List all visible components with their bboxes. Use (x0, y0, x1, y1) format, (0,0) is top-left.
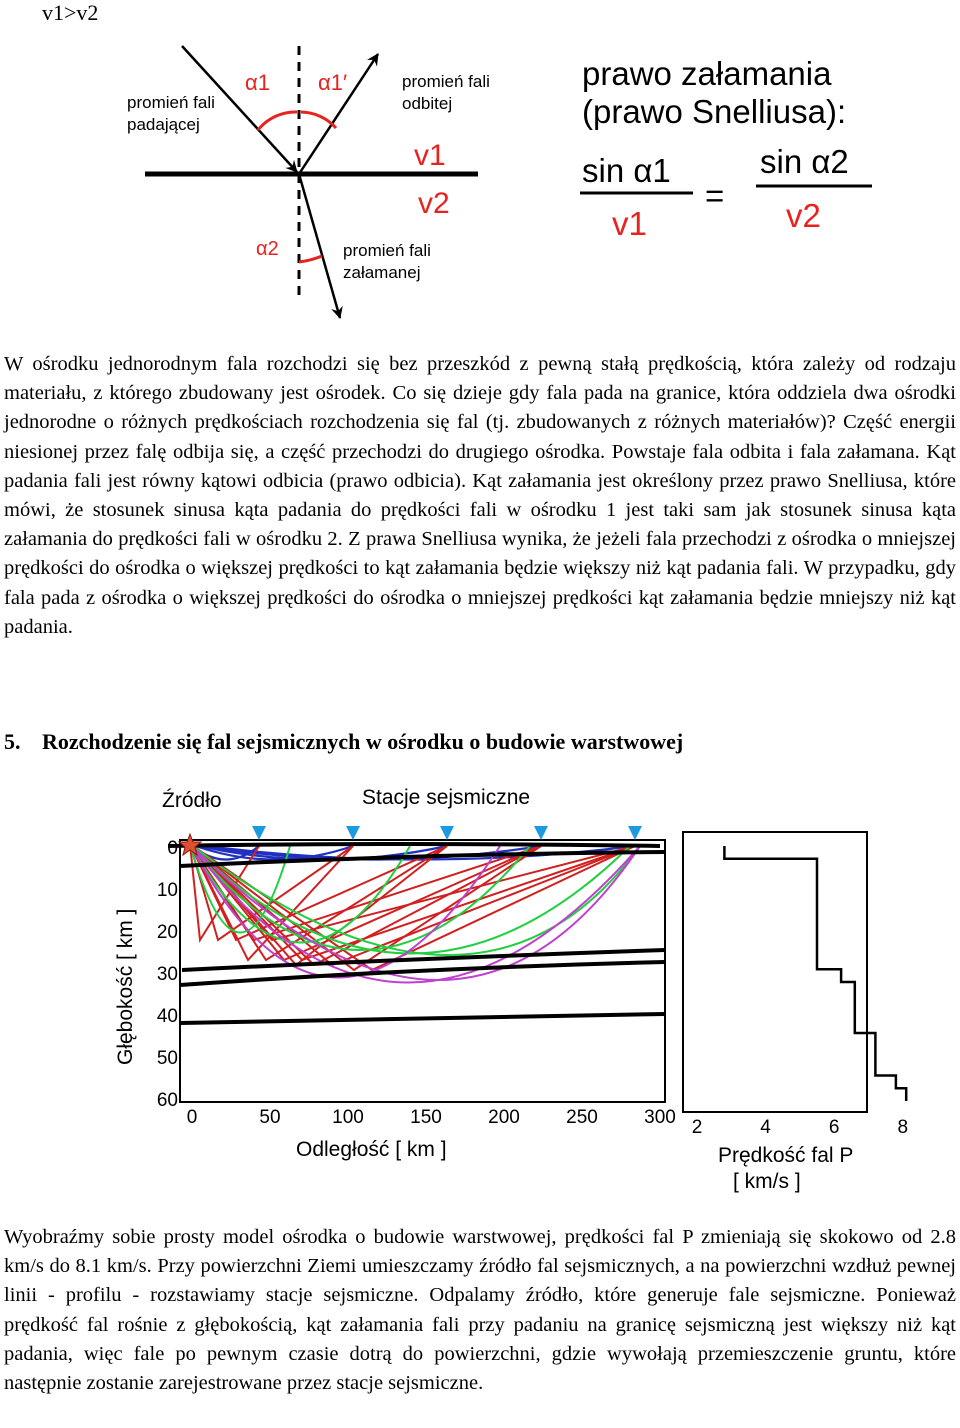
rhs-denominator: v2 (786, 197, 821, 234)
refracted-label-line1: promień fali (343, 241, 431, 260)
section-heading (4, 727, 683, 757)
paragraph-1: W ośrodku jednorodnym fala rozchodzi się bez przeszkód z pewną stałą prędkością, która zależy od rodzaju materiału, z którego zbudowany jest ośrodek. Co się dzieje gdy fala pada na granice, która oddziela dwa ośrodki jednorodne o różnych prędkościach rozchodzenia się fal (tj. zbudowanych z różnych materiałów)? Część energii niesionej przez falę odbija się, a część przechodzi do drugiego ośrodka. Powstaje fala odbita i fala załamana. Kąt padania fali jest równy kątowi odbicia (prawo odbicia). Kąt załamania jest określony przez prawo Snelliusa, które mówi, że stosunek sinusa kąta padania do prędkości fali w ośrodku 1 jest taki sam jak stosunek sinusa kąta załamania do prędkości fali w ośrodku 2. Z prawa Snelliusa wynika, że jeżeli fala przechodzi z ośrodka o mniejszej prędkości do ośrodka o większej prędkości to kąt załamania będzie większy niż kąt padania fali. W przypadku, gdy fala pada z ośrodka o większej prędkości do ośrodka o mniejszej prędkości kąt załamania będzie mniejszy niż kąt padania. (4, 353, 956, 638)
depth-tick-label: 60 (156, 1090, 178, 1111)
distance-ticks (187, 1107, 676, 1128)
source-label: Źródło (162, 789, 222, 812)
seismic-stations (252, 826, 642, 840)
distance-tick-label: 0 (186, 1107, 198, 1128)
distance-tick-label: 300 (644, 1107, 676, 1128)
velocity-profile-line (724, 846, 906, 1101)
station-marker (440, 826, 454, 840)
station-marker (628, 826, 642, 840)
velocity-axis-label-line2: [ km/s ] (733, 1170, 801, 1193)
incident-label-line2: padającej (127, 115, 200, 134)
y-axis-label: Głębokość [ km ] (114, 908, 137, 1065)
depth-tick-label: 50 (156, 1048, 178, 1069)
ray-paths (190, 844, 640, 983)
station-marker (346, 826, 360, 840)
depth-tick-label: 30 (156, 964, 178, 985)
alpha1-prime-label: α1′ (318, 70, 348, 95)
lhs-numerator: sin α1 (582, 152, 671, 189)
x-axis-label: Odległość [ km ] (296, 1138, 447, 1161)
reflected-label-line2: odbitej (402, 94, 453, 113)
stations-label: Stacje sejsmiczne (362, 786, 531, 809)
velocity-ticks (692, 1117, 908, 1138)
v2-label: v2 (418, 187, 450, 220)
velocity-frame (683, 832, 867, 1112)
paragraph-2: Wyobraźmy sobie prosty model ośrodka o budowie warstwowej, prędkości fal P zmieniają się skokowo od 2.8 km/s do 8.1 km/s. Przy powierzchni Ziemi umieszczamy źródło fal sejsmicznych, a na powierzchni wzdłuż pewnej linii - profilu - rozstawiamy stacje sejsmiczne. Odpalamy źródło, które generuje fale sejsmiczne. Ponieważ prędkość fal rośnie z głębokością, kąt załamania fali przy padaniu na granicę sejsmiczną jest większy niż kąt padania, więc fale po pewnym czasie dotrą do powierzchni, gdzie wywołają przemieszczenie gruntu, które następnie zostanie zarejestrowane przez stacje sejsmiczne. (4, 1226, 956, 1395)
incident-label-line1: promień fali (127, 93, 215, 112)
velocity-tick-label: 6 (828, 1117, 840, 1138)
refracted-ray (299, 174, 340, 318)
section-title: Rozchodzenie się fal sejsmicznych w ośrodku o budowie warstwowej (42, 729, 684, 754)
section-number: 5. (4, 729, 21, 754)
velocity-tick-label: 2 (691, 1117, 703, 1138)
alpha1-arc (258, 112, 297, 130)
velocity-axis-label-line1: Prędkość fal P (718, 1144, 854, 1167)
snell-law-figure (0, 30, 960, 330)
velocity-tick-label: 4 (760, 1117, 771, 1138)
law-title-line1: prawo załamania (582, 55, 832, 92)
top-label: v1>v2 (42, 0, 99, 25)
v1-label: v1 (414, 139, 446, 172)
refracted-label-line2: załamanej (343, 263, 421, 282)
depth-tick-label: 20 (156, 922, 178, 943)
depth-tick-label: 0 (167, 838, 178, 859)
equals-sign: = (705, 177, 725, 214)
lhs-denominator: v1 (612, 205, 647, 242)
law-title-line2: (prawo Snelliusa): (582, 93, 847, 130)
distance-tick-label: 100 (332, 1107, 364, 1128)
distance-tick-label: 200 (488, 1107, 520, 1128)
layered-medium-figure (0, 770, 960, 1210)
station-marker (534, 826, 548, 840)
depth-ticks (157, 838, 178, 1111)
alpha2-label: α2 (256, 238, 279, 260)
rhs-numerator: sin α2 (760, 143, 849, 180)
station-marker (252, 826, 266, 840)
velocity-tick-label: 8 (897, 1117, 909, 1138)
surface-boundary (168, 844, 660, 846)
layer-boundary-4 (180, 1014, 665, 1023)
alpha2-arc (299, 256, 322, 262)
distance-tick-label: 250 (566, 1107, 598, 1128)
distance-tick-label: 150 (410, 1107, 442, 1128)
depth-tick-label: 10 (156, 880, 178, 901)
alpha1-label: α1 (245, 70, 270, 95)
reflected-label-line1: promień fali (402, 72, 490, 91)
depth-tick-label: 40 (156, 1006, 178, 1027)
distance-tick-label: 50 (259, 1107, 281, 1128)
